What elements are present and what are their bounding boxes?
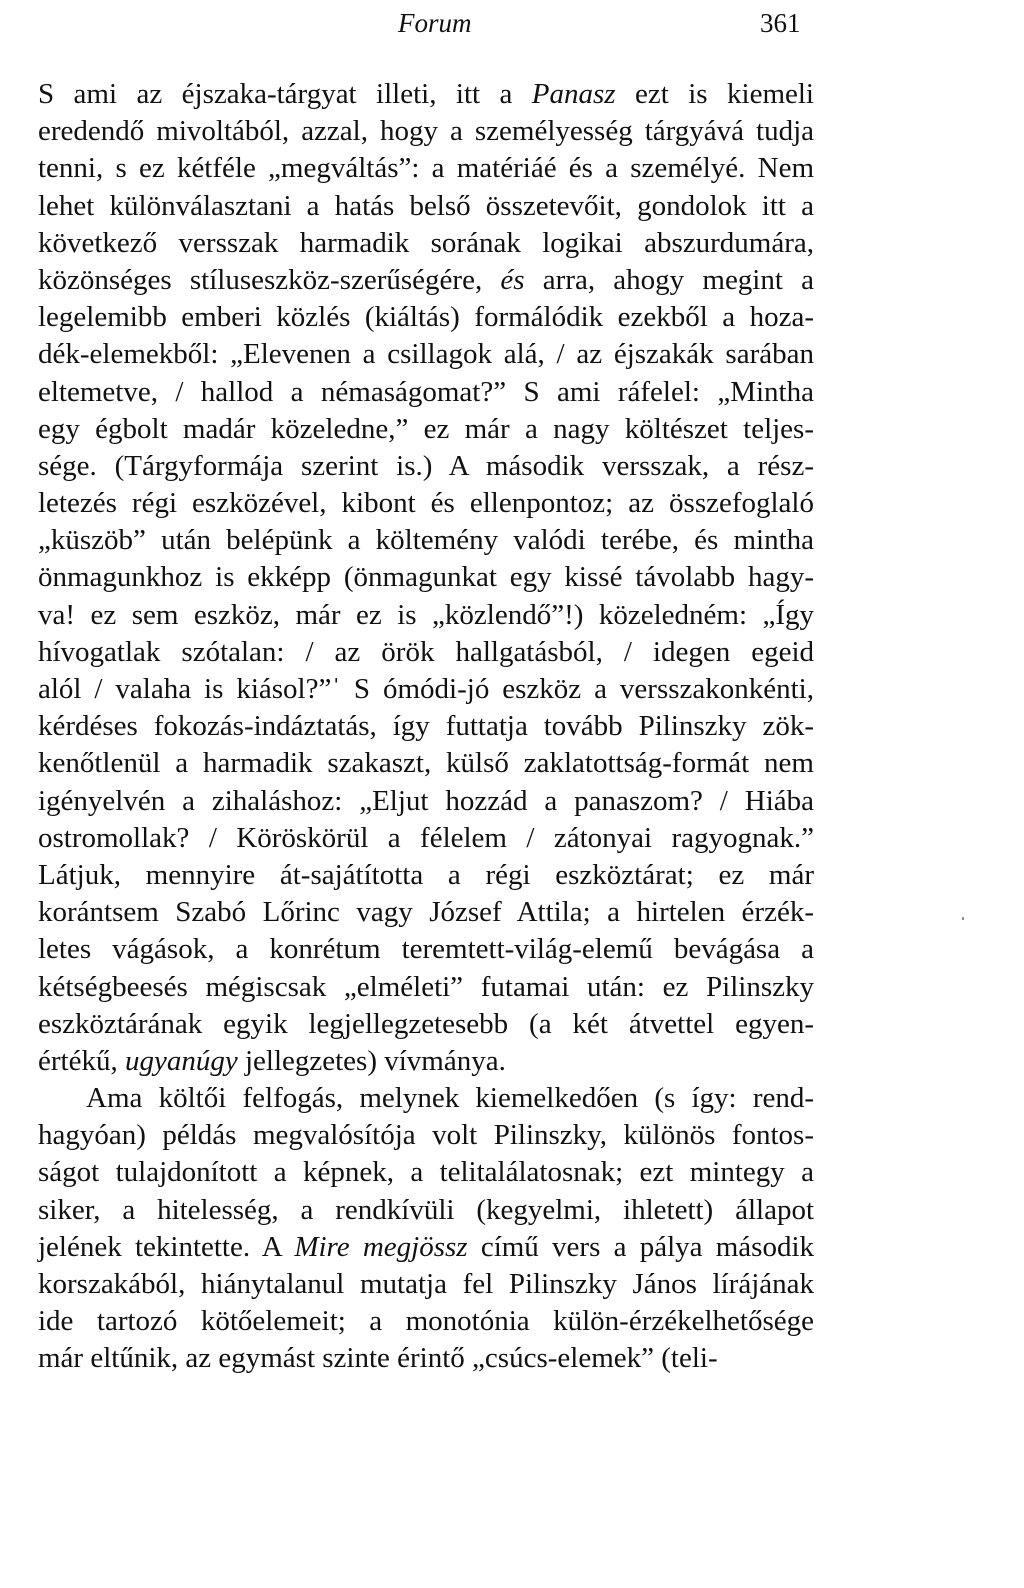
text-line: eredendő mivoltából, azzal, hogy a személyesség tárgyává tudja <box>38 115 814 148</box>
text-line: sége. (Tárgyformája szerint is.) A második versszak, a rész- <box>38 449 814 482</box>
text-line: kenőtlenül a harmadik szakaszt, külső zaklatottság-formát nem <box>38 747 814 780</box>
text-line: korszakából, hiánytalanul mutatja fel Pilinszky János lírájának <box>38 1268 814 1300</box>
text-line: siker, a hitelesség, a rendkívüli (kegyelmi, ihletett) állapot <box>38 1193 814 1226</box>
text-line: ságot tulajdonított a képnek, a telitalálatosnak; ezt mintegy a <box>38 1156 814 1189</box>
page-number: 361 <box>760 8 801 38</box>
text-line: Ama költői felfogás, melynek kiemelkedően (s így: rend- <box>86 1082 814 1115</box>
paragraph <box>38 1080 814 1378</box>
text-line: eltemetve, / hallod a némaságomat?” S ami ráfelel: „Mintha <box>38 375 814 408</box>
text-line: jelének tekintette. A Mire megjössz című vers a pálya második <box>38 1230 815 1263</box>
text-line: legelemibb emberi közlés (kiáltás) formálódik ezekből a hoza- <box>38 301 814 334</box>
text-line: következő versszak harmadik sorának logikai abszurdumára, <box>38 226 814 259</box>
text-line: letezés régi eszközével, kibont és ellenpontoz; az összefoglaló <box>38 487 814 520</box>
running-head <box>0 6 1024 40</box>
text-line: Látjuk, mennyire át-sajátította a régi eszköztárat; ez már <box>38 858 814 891</box>
paragraph <box>38 76 814 1080</box>
journal-title: Forum <box>398 8 472 38</box>
italic-title: és <box>500 263 525 296</box>
text-line: önmagunkhoz is ekképp (önmagunkat egy kissé távolabb hagy- <box>38 561 814 594</box>
stray-mark: ˌ <box>960 900 966 920</box>
text-line: közönséges stíluseszköz-szerűségére, és arra, ahogy megint a <box>38 263 815 296</box>
text-line: igényelvén a zihaláshoz: „Eljut hozzád a panaszom? / Hiába <box>38 784 814 817</box>
text-line: lehet különválasztani a hatás belső összetevőit, gondolok itt a <box>38 189 814 222</box>
text-line: kérdéses fokozás-indáztatás, így futtatja tovább Pilinszky zök- <box>38 710 814 743</box>
text-line: ostromollak? / Köröskörül a félelem / zátonyai ragyognak.” <box>38 821 814 854</box>
italic-title: Panasz <box>531 78 616 110</box>
text-line: dék-elemekből: „Elevenen a csillagok alá, / az éjszakák sarában <box>38 338 814 371</box>
text-line: már eltűnik, az egymást szinte érintő „csúcs-elemek” (teli- <box>38 1342 718 1375</box>
text-line: letes vágások, a konrétum teremtett-világ-elemű bevágása a <box>38 933 814 966</box>
italic-title: ugyanúgy <box>124 1044 238 1077</box>
text-line: kétségbeesés mégiscsak „elméleti” futamai után: ez Pilinszky <box>38 970 814 1003</box>
text-line: ide tartozó kötőelemeit; a monotónia külön-érzékelhetősége <box>38 1305 814 1338</box>
text-line: eszköztárának egyik legjellegzetesebb (a két átvettel egyen- <box>38 1007 814 1040</box>
text-line: hagyóan) példás megvalósítója volt Pilinszky, különös fontos- <box>38 1119 814 1152</box>
text-line: hívogatlak szótalan: / az örök hallgatásból, / idegen egeid <box>38 635 814 668</box>
text-line: korántsem Szabó Lőrinc vagy József Attila; a hirtelen érzék- <box>38 896 814 929</box>
text-line: egy égbolt madár közeledne,” ez már a nagy költészet teljes- <box>38 412 814 445</box>
text-line: „küszöb” után belépünk a költemény valódi terébe, és mintha <box>38 524 814 557</box>
text-line: S ami az éjszaka-tárgyat illeti, itt a Panasz ezt is kiemeli <box>38 78 814 110</box>
text-line: alól / valaha is kiásol?”ˈ S ómódi-jó eszköz a versszakonkénti, <box>38 673 814 705</box>
body-text <box>38 76 814 1378</box>
italic-title: Mire megjössz <box>294 1230 468 1263</box>
text-line: értékű, ugyanúgy jellegzetes) vívmánya. <box>38 1044 506 1077</box>
text-line: tenni, s ez kétféle „megváltás”: a matériáé és a személyé. Nem <box>38 152 814 185</box>
text-line: va! ez sem eszköz, már ez is „közlendő”!) közeledném: „Így <box>38 598 814 631</box>
